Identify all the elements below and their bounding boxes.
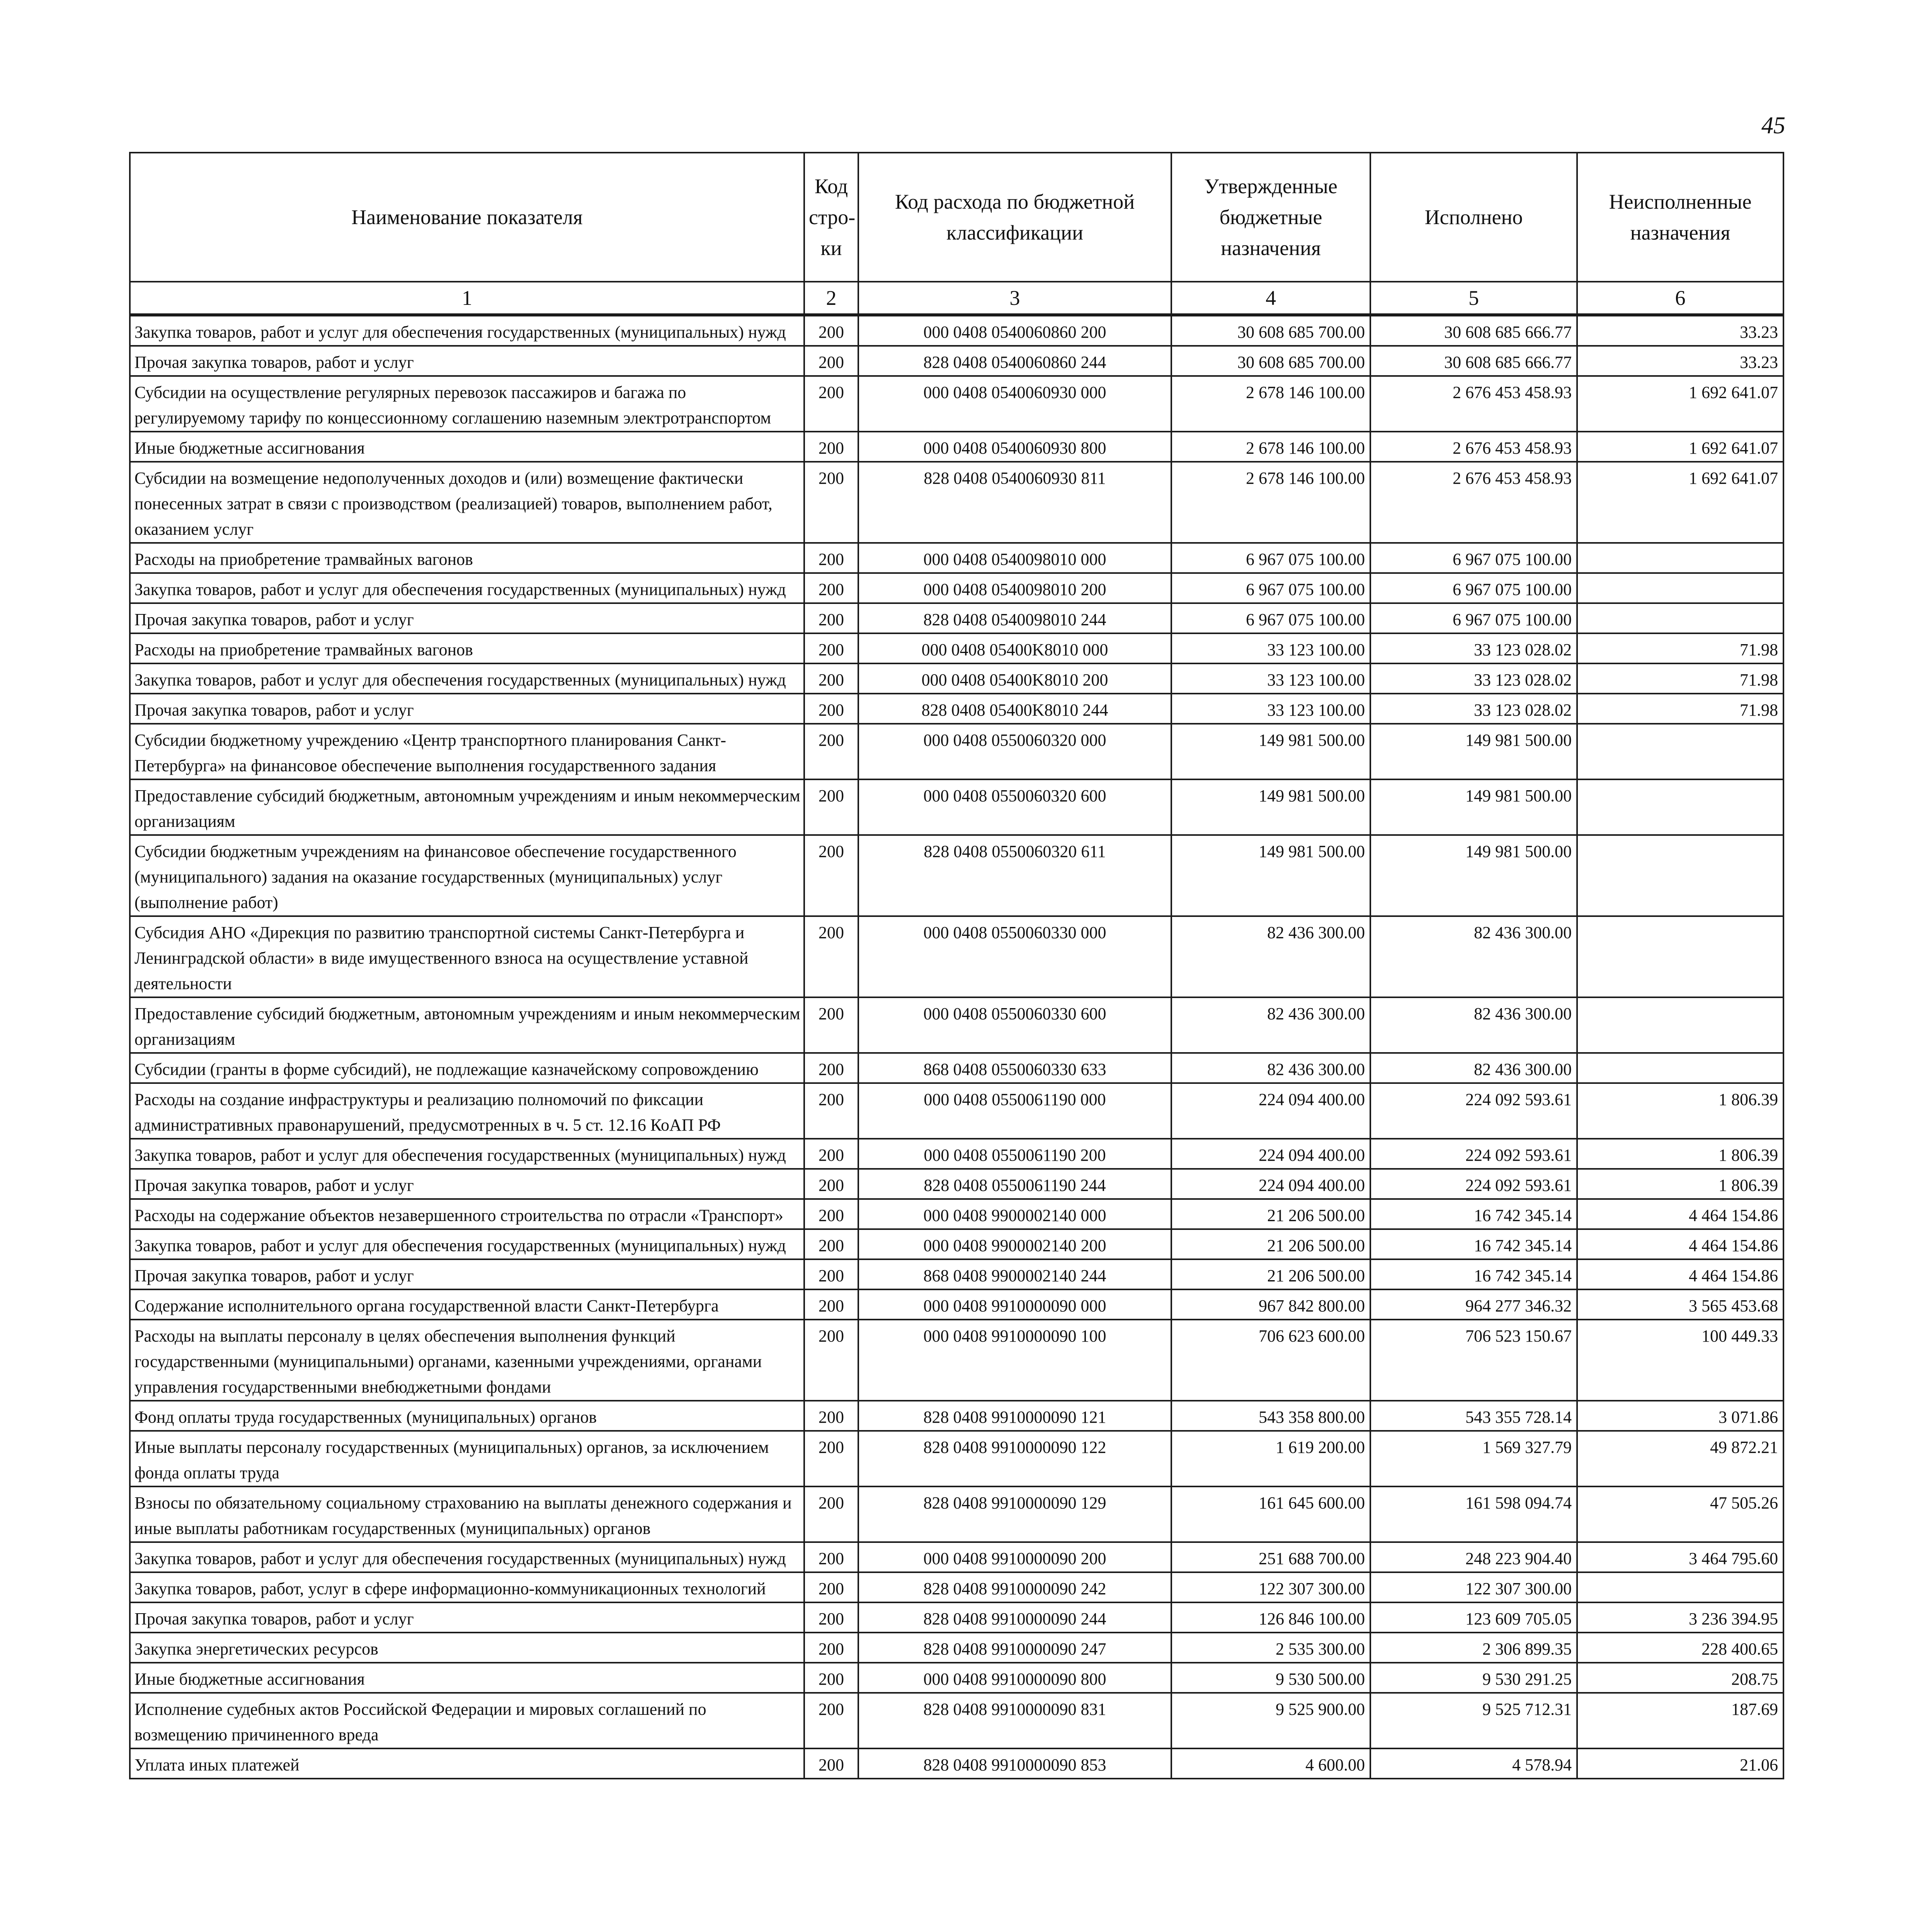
table-header-row <box>130 153 1783 282</box>
row-name-cell: Предоставление субсидий бюджетным, автономным учреждениям и иным некоммерческим организациям <box>130 779 804 835</box>
table-row <box>130 779 1783 835</box>
table-row <box>130 835 1783 916</box>
row-approved-cell: 6 967 075 100.00 <box>1171 603 1370 633</box>
row-name-cell: Субсидии на возмещение недополученных доходов и (или) возмещение фактически понесенных затрат в связи с производством (реализацией) товаров, выполнением работ, оказанием услуг <box>130 462 804 543</box>
row-name-cell: Исполнение судебных актов Российской Федерации и мировых соглашений по возмещению причиненного вреда <box>130 1693 804 1748</box>
row-approved-cell: 21 206 500.00 <box>1171 1259 1370 1289</box>
row-line-code-cell: 200 <box>804 1320 858 1401</box>
row-name-cell: Закупка товаров, работ и услуг для обеспечения государственных (муниципальных) нужд <box>130 1139 804 1169</box>
row-line-code-cell: 200 <box>804 432 858 462</box>
row-line-code-cell: 200 <box>804 724 858 779</box>
row-unexecuted-cell <box>1577 916 1783 997</box>
row-executed-cell: 82 436 300.00 <box>1370 916 1577 997</box>
table-row <box>130 1693 1783 1748</box>
row-executed-cell: 964 277 346.32 <box>1370 1289 1577 1320</box>
row-line-code-cell: 200 <box>804 1602 858 1633</box>
row-executed-cell: 9 530 291.25 <box>1370 1663 1577 1693</box>
column-number: 5 <box>1370 282 1577 315</box>
table-row <box>130 724 1783 779</box>
row-name-cell: Субсидия АНО «Дирекция по развитию транспортной системы Санкт-Петербурга и Ленинградской области» в виде имущественного взноса на осуществление уставной деятельности <box>130 916 804 997</box>
row-unexecuted-cell <box>1577 997 1783 1053</box>
row-approved-cell: 33 123 100.00 <box>1171 694 1370 724</box>
row-line-code-cell: 200 <box>804 376 858 432</box>
table-row <box>130 1748 1783 1779</box>
row-executed-cell: 122 307 300.00 <box>1370 1572 1577 1602</box>
row-executed-cell: 149 981 500.00 <box>1370 779 1577 835</box>
row-unexecuted-cell: 4 464 154.86 <box>1577 1229 1783 1259</box>
row-expense-code-cell: 000 0408 9910000090 100 <box>858 1320 1171 1401</box>
table-row <box>130 376 1783 432</box>
row-expense-code-cell: 000 0408 05400K8010 000 <box>858 633 1171 663</box>
row-executed-cell: 149 981 500.00 <box>1370 835 1577 916</box>
row-executed-cell: 543 355 728.14 <box>1370 1401 1577 1431</box>
header-executed: Исполнено <box>1370 153 1577 282</box>
row-line-code-cell: 200 <box>804 779 858 835</box>
table-row <box>130 1572 1783 1602</box>
page-number: 45 <box>1761 112 1785 139</box>
table-row <box>130 1663 1783 1693</box>
table-row <box>130 1169 1783 1199</box>
row-executed-cell: 16 742 345.14 <box>1370 1199 1577 1229</box>
row-unexecuted-cell: 1 692 641.07 <box>1577 432 1783 462</box>
row-line-code-cell: 200 <box>804 633 858 663</box>
row-line-code-cell: 200 <box>804 1229 858 1259</box>
row-line-code-cell: 200 <box>804 663 858 694</box>
row-unexecuted-cell: 3 464 795.60 <box>1577 1542 1783 1572</box>
row-expense-code-cell: 000 0408 0540060930 800 <box>858 432 1171 462</box>
row-unexecuted-cell: 3 236 394.95 <box>1577 1602 1783 1633</box>
row-executed-cell: 161 598 094.74 <box>1370 1486 1577 1542</box>
row-expense-code-cell: 828 0408 0540098010 244 <box>858 603 1171 633</box>
table-row <box>130 663 1783 694</box>
table-row <box>130 1431 1783 1486</box>
column-number: 4 <box>1171 282 1370 315</box>
row-approved-cell: 82 436 300.00 <box>1171 997 1370 1053</box>
row-line-code-cell: 200 <box>804 346 858 376</box>
row-line-code-cell: 200 <box>804 315 858 346</box>
table-row <box>130 1259 1783 1289</box>
row-unexecuted-cell: 47 505.26 <box>1577 1486 1783 1542</box>
row-unexecuted-cell: 49 872.21 <box>1577 1431 1783 1486</box>
row-expense-code-cell: 828 0408 0550060320 611 <box>858 835 1171 916</box>
row-expense-code-cell: 828 0408 0540060930 811 <box>858 462 1171 543</box>
row-approved-cell: 251 688 700.00 <box>1171 1542 1370 1572</box>
row-line-code-cell: 200 <box>804 1199 858 1229</box>
row-executed-cell: 33 123 028.02 <box>1370 663 1577 694</box>
row-executed-cell: 123 609 705.05 <box>1370 1602 1577 1633</box>
row-executed-cell: 9 525 712.31 <box>1370 1693 1577 1748</box>
row-executed-cell: 82 436 300.00 <box>1370 1053 1577 1083</box>
row-unexecuted-cell: 1 692 641.07 <box>1577 376 1783 432</box>
row-approved-cell: 161 645 600.00 <box>1171 1486 1370 1542</box>
row-name-cell: Прочая закупка товаров, работ и услуг <box>130 1602 804 1633</box>
row-approved-cell: 2 535 300.00 <box>1171 1633 1370 1663</box>
row-executed-cell: 6 967 075 100.00 <box>1370 573 1577 603</box>
row-expense-code-cell: 000 0408 0540060930 000 <box>858 376 1171 432</box>
row-approved-cell: 9 530 500.00 <box>1171 1663 1370 1693</box>
row-unexecuted-cell: 3 565 453.68 <box>1577 1289 1783 1320</box>
row-executed-cell: 2 676 453 458.93 <box>1370 432 1577 462</box>
row-approved-cell: 1 619 200.00 <box>1171 1431 1370 1486</box>
row-name-cell: Расходы на приобретение трамвайных вагонов <box>130 543 804 573</box>
row-executed-cell: 2 676 453 458.93 <box>1370 462 1577 543</box>
row-line-code-cell: 200 <box>804 1289 858 1320</box>
row-expense-code-cell: 000 0408 0540060860 200 <box>858 315 1171 346</box>
row-executed-cell: 4 578.94 <box>1370 1748 1577 1779</box>
row-unexecuted-cell: 1 806.39 <box>1577 1083 1783 1139</box>
table-row <box>130 694 1783 724</box>
row-expense-code-cell: 000 0408 0550060320 600 <box>858 779 1171 835</box>
row-name-cell: Иные бюджетные ассигнования <box>130 432 804 462</box>
row-expense-code-cell: 000 0408 0550060330 600 <box>858 997 1171 1053</box>
row-expense-code-cell: 000 0408 0550061190 200 <box>858 1139 1171 1169</box>
row-approved-cell: 6 967 075 100.00 <box>1171 543 1370 573</box>
row-line-code-cell: 200 <box>804 603 858 633</box>
row-expense-code-cell: 000 0408 0540098010 200 <box>858 573 1171 603</box>
table-body <box>130 315 1783 1779</box>
row-unexecuted-cell: 187.69 <box>1577 1693 1783 1748</box>
row-name-cell: Расходы на выплаты персоналу в целях обеспечения выполнения функций государственными (муниципальными) органами, казенными учреждениями, органами управления государственными внебюджетными фондами <box>130 1320 804 1401</box>
table-row <box>130 1289 1783 1320</box>
row-approved-cell: 33 123 100.00 <box>1171 633 1370 663</box>
row-unexecuted-cell: 228 400.65 <box>1577 1633 1783 1663</box>
row-expense-code-cell: 828 0408 9910000090 121 <box>858 1401 1171 1431</box>
table-row <box>130 1486 1783 1542</box>
header-line-code: Код стро-ки <box>804 153 858 282</box>
column-number: 3 <box>858 282 1171 315</box>
table-row <box>130 1320 1783 1401</box>
row-approved-cell: 30 608 685 700.00 <box>1171 315 1370 346</box>
header-name: Наименование показателя <box>130 153 804 282</box>
table-row <box>130 315 1783 346</box>
table-row <box>130 346 1783 376</box>
table-row <box>130 603 1783 633</box>
row-name-cell: Расходы на создание инфраструктуры и реализацию полномочий по фиксации административных правонарушений, предусмотренных в ч. 5 ст. 12.16 КоАП РФ <box>130 1083 804 1139</box>
header-unexecuted: Неисполненные назначения <box>1577 153 1783 282</box>
row-approved-cell: 82 436 300.00 <box>1171 916 1370 997</box>
row-unexecuted-cell: 4 464 154.86 <box>1577 1259 1783 1289</box>
row-expense-code-cell: 828 0408 9910000090 247 <box>858 1633 1171 1663</box>
table-row <box>130 1542 1783 1572</box>
row-unexecuted-cell: 100 449.33 <box>1577 1320 1783 1401</box>
row-line-code-cell: 200 <box>804 1542 858 1572</box>
row-expense-code-cell: 828 0408 9910000090 244 <box>858 1602 1171 1633</box>
table-row <box>130 916 1783 997</box>
row-expense-code-cell: 000 0408 0550060320 000 <box>858 724 1171 779</box>
row-expense-code-cell: 000 0408 9900002140 200 <box>858 1229 1171 1259</box>
row-name-cell: Закупка товаров, работ, услуг в сфере информационно-коммуникационных технологий <box>130 1572 804 1602</box>
table-row <box>130 1083 1783 1139</box>
row-approved-cell: 967 842 800.00 <box>1171 1289 1370 1320</box>
row-unexecuted-cell <box>1577 724 1783 779</box>
column-number: 2 <box>804 282 858 315</box>
row-name-cell: Предоставление субсидий бюджетным, автономным учреждениям и иным некоммерческим организациям <box>130 997 804 1053</box>
column-number: 1 <box>130 282 804 315</box>
row-unexecuted-cell: 1 806.39 <box>1577 1139 1783 1169</box>
row-line-code-cell: 200 <box>804 997 858 1053</box>
row-line-code-cell: 200 <box>804 462 858 543</box>
row-line-code-cell: 200 <box>804 1663 858 1693</box>
table-row <box>130 1229 1783 1259</box>
row-executed-cell: 1 569 327.79 <box>1370 1431 1577 1486</box>
row-line-code-cell: 200 <box>804 1572 858 1602</box>
row-line-code-cell: 200 <box>804 1139 858 1169</box>
row-unexecuted-cell: 33.23 <box>1577 346 1783 376</box>
row-unexecuted-cell: 71.98 <box>1577 663 1783 694</box>
row-unexecuted-cell: 1 806.39 <box>1577 1169 1783 1199</box>
header-expense-code: Код расхода по бюджетной классификации <box>858 153 1171 282</box>
row-line-code-cell: 200 <box>804 916 858 997</box>
row-name-cell: Расходы на приобретение трамвайных вагонов <box>130 633 804 663</box>
row-approved-cell: 224 094 400.00 <box>1171 1139 1370 1169</box>
row-executed-cell: 2 676 453 458.93 <box>1370 376 1577 432</box>
table-row <box>130 462 1783 543</box>
row-expense-code-cell: 000 0408 0550060330 000 <box>858 916 1171 997</box>
row-approved-cell: 224 094 400.00 <box>1171 1169 1370 1199</box>
row-name-cell: Закупка товаров, работ и услуг для обеспечения государственных (муниципальных) нужд <box>130 1542 804 1572</box>
row-executed-cell: 224 092 593.61 <box>1370 1169 1577 1199</box>
row-expense-code-cell: 828 0408 9910000090 831 <box>858 1693 1171 1748</box>
row-line-code-cell: 200 <box>804 1486 858 1542</box>
row-name-cell: Фонд оплаты труда государственных (муниципальных) органов <box>130 1401 804 1431</box>
row-unexecuted-cell <box>1577 779 1783 835</box>
table-row <box>130 997 1783 1053</box>
row-expense-code-cell: 828 0408 9910000090 129 <box>858 1486 1171 1542</box>
row-expense-code-cell: 868 0408 0550060330 633 <box>858 1053 1171 1083</box>
row-unexecuted-cell: 33.23 <box>1577 315 1783 346</box>
row-executed-cell: 16 742 345.14 <box>1370 1259 1577 1289</box>
row-line-code-cell: 200 <box>804 1633 858 1663</box>
row-approved-cell: 82 436 300.00 <box>1171 1053 1370 1083</box>
row-executed-cell: 149 981 500.00 <box>1370 724 1577 779</box>
row-name-cell: Субсидии бюджетным учреждениям на финансовое обеспечение государственного (муниципального) задания на оказание государственных (муниципальных) услуг (выполнение работ) <box>130 835 804 916</box>
row-line-code-cell: 200 <box>804 1259 858 1289</box>
row-executed-cell: 33 123 028.02 <box>1370 694 1577 724</box>
row-approved-cell: 126 846 100.00 <box>1171 1602 1370 1633</box>
row-executed-cell: 224 092 593.61 <box>1370 1139 1577 1169</box>
row-line-code-cell: 200 <box>804 1693 858 1748</box>
row-approved-cell: 21 206 500.00 <box>1171 1229 1370 1259</box>
row-approved-cell: 2 678 146 100.00 <box>1171 376 1370 432</box>
row-unexecuted-cell <box>1577 1572 1783 1602</box>
row-name-cell: Закупка товаров, работ и услуг для обеспечения государственных (муниципальных) нужд <box>130 573 804 603</box>
row-executed-cell: 2 306 899.35 <box>1370 1633 1577 1663</box>
column-number-row <box>130 282 1783 315</box>
row-executed-cell: 706 523 150.67 <box>1370 1320 1577 1401</box>
row-approved-cell: 149 981 500.00 <box>1171 724 1370 779</box>
row-unexecuted-cell <box>1577 543 1783 573</box>
row-name-cell: Иные выплаты персоналу государственных (муниципальных) органов, за исключением фонда оплаты труда <box>130 1431 804 1486</box>
row-unexecuted-cell: 71.98 <box>1577 694 1783 724</box>
row-line-code-cell: 200 <box>804 1053 858 1083</box>
row-approved-cell: 149 981 500.00 <box>1171 779 1370 835</box>
row-expense-code-cell: 828 0408 9910000090 853 <box>858 1748 1171 1779</box>
row-approved-cell: 4 600.00 <box>1171 1748 1370 1779</box>
row-unexecuted-cell: 71.98 <box>1577 633 1783 663</box>
row-executed-cell: 224 092 593.61 <box>1370 1083 1577 1139</box>
row-line-code-cell: 200 <box>804 835 858 916</box>
budget-execution-table <box>129 152 1784 1779</box>
row-approved-cell: 122 307 300.00 <box>1171 1572 1370 1602</box>
row-line-code-cell: 200 <box>804 1083 858 1139</box>
row-unexecuted-cell: 208.75 <box>1577 1663 1783 1693</box>
row-unexecuted-cell <box>1577 603 1783 633</box>
row-expense-code-cell: 000 0408 9910000090 000 <box>858 1289 1171 1320</box>
table-row <box>130 573 1783 603</box>
row-name-cell: Прочая закупка товаров, работ и услуг <box>130 346 804 376</box>
row-approved-cell: 9 525 900.00 <box>1171 1693 1370 1748</box>
row-line-code-cell: 200 <box>804 694 858 724</box>
table-row <box>130 1633 1783 1663</box>
row-unexecuted-cell <box>1577 835 1783 916</box>
row-approved-cell: 30 608 685 700.00 <box>1171 346 1370 376</box>
table-row <box>130 1139 1783 1169</box>
table-row <box>130 543 1783 573</box>
row-line-code-cell: 200 <box>804 543 858 573</box>
row-executed-cell: 6 967 075 100.00 <box>1370 543 1577 573</box>
row-expense-code-cell: 000 0408 05400K8010 200 <box>858 663 1171 694</box>
row-expense-code-cell: 828 0408 05400K8010 244 <box>858 694 1171 724</box>
row-unexecuted-cell: 3 071.86 <box>1577 1401 1783 1431</box>
row-approved-cell: 6 967 075 100.00 <box>1171 573 1370 603</box>
table-row <box>130 633 1783 663</box>
row-line-code-cell: 200 <box>804 1431 858 1486</box>
row-name-cell: Взносы по обязательному социальному страхованию на выплаты денежного содержания и иные выплаты работникам государственных (муниципальных) органов <box>130 1486 804 1542</box>
row-line-code-cell: 200 <box>804 573 858 603</box>
row-expense-code-cell: 000 0408 9900002140 000 <box>858 1199 1171 1229</box>
row-expense-code-cell: 000 0408 9910000090 200 <box>858 1542 1171 1572</box>
row-unexecuted-cell: 4 464 154.86 <box>1577 1199 1783 1229</box>
row-name-cell: Закупка энергетических ресурсов <box>130 1633 804 1663</box>
row-expense-code-cell: 828 0408 9910000090 242 <box>858 1572 1171 1602</box>
row-name-cell: Прочая закупка товаров, работ и услуг <box>130 694 804 724</box>
table-row <box>130 1199 1783 1229</box>
row-line-code-cell: 200 <box>804 1401 858 1431</box>
row-approved-cell: 224 094 400.00 <box>1171 1083 1370 1139</box>
row-expense-code-cell: 000 0408 9910000090 800 <box>858 1663 1171 1693</box>
row-line-code-cell: 200 <box>804 1169 858 1199</box>
row-expense-code-cell: 828 0408 0550061190 244 <box>858 1169 1171 1199</box>
table-row <box>130 1053 1783 1083</box>
row-executed-cell: 82 436 300.00 <box>1370 997 1577 1053</box>
row-expense-code-cell: 000 0408 0550061190 000 <box>858 1083 1171 1139</box>
row-name-cell: Прочая закупка товаров, работ и услуг <box>130 603 804 633</box>
row-name-cell: Содержание исполнительного органа государственной власти Санкт-Петербурга <box>130 1289 804 1320</box>
row-approved-cell: 33 123 100.00 <box>1171 663 1370 694</box>
row-executed-cell: 30 608 685 666.77 <box>1370 346 1577 376</box>
row-approved-cell: 2 678 146 100.00 <box>1171 462 1370 543</box>
table-row <box>130 1401 1783 1431</box>
row-unexecuted-cell: 21.06 <box>1577 1748 1783 1779</box>
row-executed-cell: 33 123 028.02 <box>1370 633 1577 663</box>
row-approved-cell: 706 623 600.00 <box>1171 1320 1370 1401</box>
row-expense-code-cell: 000 0408 0540098010 000 <box>858 543 1171 573</box>
row-name-cell: Уплата иных платежей <box>130 1748 804 1779</box>
row-name-cell: Субсидии бюджетному учреждению «Центр транспортного планирования Санкт-Петербурга» на финансовое обеспечение выполнения государственного задания <box>130 724 804 779</box>
row-unexecuted-cell <box>1577 573 1783 603</box>
row-expense-code-cell: 868 0408 9900002140 244 <box>858 1259 1171 1289</box>
row-name-cell: Закупка товаров, работ и услуг для обеспечения государственных (муниципальных) нужд <box>130 315 804 346</box>
row-expense-code-cell: 828 0408 9910000090 122 <box>858 1431 1171 1486</box>
row-name-cell: Расходы на содержание объектов незавершенного строительства по отрасли «Транспорт» <box>130 1199 804 1229</box>
row-name-cell: Иные бюджетные ассигнования <box>130 1663 804 1693</box>
row-name-cell: Закупка товаров, работ и услуг для обеспечения государственных (муниципальных) нужд <box>130 663 804 694</box>
row-unexecuted-cell <box>1577 1053 1783 1083</box>
row-name-cell: Субсидии (гранты в форме субсидий), не подлежащие казначейскому сопровождению <box>130 1053 804 1083</box>
row-approved-cell: 543 358 800.00 <box>1171 1401 1370 1431</box>
column-number: 6 <box>1577 282 1783 315</box>
row-executed-cell: 248 223 904.40 <box>1370 1542 1577 1572</box>
header-approved: Утвержденные бюджетные назначения <box>1171 153 1370 282</box>
row-name-cell: Субсидии на осуществление регулярных перевозок пассажиров и багажа по регулируемому тарифу по концессионному соглашению наземным электротранспортом <box>130 376 804 432</box>
row-name-cell: Прочая закупка товаров, работ и услуг <box>130 1169 804 1199</box>
row-executed-cell: 6 967 075 100.00 <box>1370 603 1577 633</box>
row-name-cell: Закупка товаров, работ и услуг для обеспечения государственных (муниципальных) нужд <box>130 1229 804 1259</box>
row-unexecuted-cell: 1 692 641.07 <box>1577 462 1783 543</box>
row-line-code-cell: 200 <box>804 1748 858 1779</box>
row-approved-cell: 21 206 500.00 <box>1171 1199 1370 1229</box>
row-approved-cell: 149 981 500.00 <box>1171 835 1370 916</box>
table-row <box>130 432 1783 462</box>
row-name-cell: Прочая закупка товаров, работ и услуг <box>130 1259 804 1289</box>
table-row <box>130 1602 1783 1633</box>
row-expense-code-cell: 828 0408 0540060860 244 <box>858 346 1171 376</box>
row-executed-cell: 30 608 685 666.77 <box>1370 315 1577 346</box>
row-executed-cell: 16 742 345.14 <box>1370 1229 1577 1259</box>
row-approved-cell: 2 678 146 100.00 <box>1171 432 1370 462</box>
